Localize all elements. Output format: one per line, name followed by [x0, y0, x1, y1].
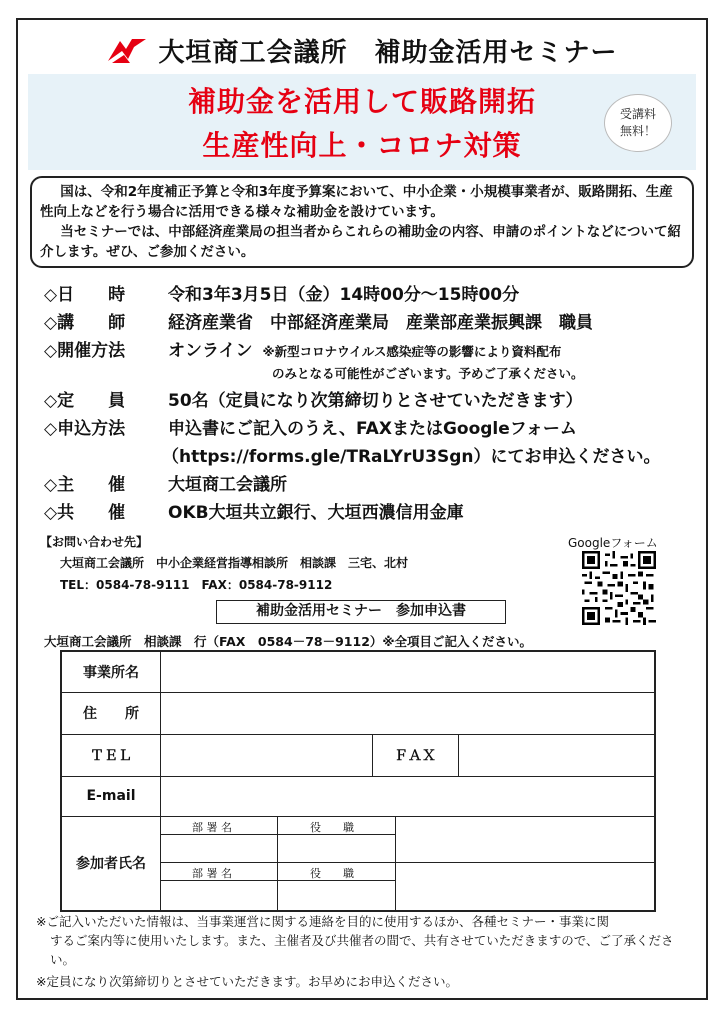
apply-label: ◇申込方法: [44, 419, 126, 439]
headline-line-2: 生産性向上・コロナ対策: [202, 129, 522, 162]
event-details: [44, 280, 694, 526]
lecturer-value: 経済産業省 中部経済産業局 産業部産業振興課 職員: [168, 313, 593, 333]
capacity-label: ◇定 員: [44, 391, 126, 411]
method-label: ◇開催方法: [44, 341, 126, 361]
date-label: ◇日 時: [44, 285, 126, 305]
intro-paragraph-1: 国は、令和2年度補正予算と令和3年度予算案において、中小企業・小規模事業者が、販路開拓、生産性向上などを行う場合に活用できる様々な補助金を設けています。: [40, 184, 673, 220]
method-note-1: ※新型コロナウイルス感染症等の影響により資料配布: [262, 344, 562, 359]
position-label-2: 役 職: [310, 867, 354, 880]
headline-line-1: 補助金を活用して販路開拓: [187, 85, 536, 118]
chamber-logo-icon: [106, 35, 148, 65]
email-field[interactable]: [161, 777, 654, 816]
tel-field[interactable]: [161, 735, 372, 776]
free-badge-line-2: 無料！: [619, 124, 656, 138]
application-subtitle: 大垣商工会議所 相談課 行（FAX 0584－78－9112）※全項目ご記入ください。: [44, 634, 533, 649]
fax-label: ＦＡＸ: [394, 748, 436, 764]
attendee-name-field-1[interactable]: [396, 817, 654, 862]
address-label: 住 所: [83, 706, 139, 722]
position-field-1[interactable]: [278, 835, 395, 862]
method-value: オンライン: [168, 341, 253, 361]
qr-code-icon[interactable]: [582, 551, 656, 625]
apply-value: 申込書にご記入のうえ、FAXまたはGoogleフォーム: [168, 419, 577, 439]
detail-lecturer: [44, 308, 694, 336]
detail-date: [44, 280, 694, 308]
contact-line-2: TEL：0584-78-9111 FAX：0584-78-9112: [60, 578, 333, 592]
company-name-field[interactable]: [161, 652, 654, 692]
position-field-2[interactable]: [278, 881, 395, 910]
page-title: 大垣商工会議所 補助金活用セミナー: [158, 37, 618, 68]
company-name-label: 事業所名: [83, 665, 139, 681]
privacy-note-line-2: するご案内等に使用いたします。また、主催者及び共催者の間で、共有させていただきますので、ご了承ください。: [50, 933, 674, 967]
intro-paragraph-2: 当セミナーでは、中部経済産業局の担当者からこれらの補助金の内容、申請のポイントなどについて紹介します。ぜひ、ご参加ください。: [40, 224, 681, 260]
position-label-1: 役 職: [310, 821, 354, 834]
free-badge: [604, 94, 672, 152]
contact-line-1: 大垣商工会議所 中小企業経営指導相談所 相談課 三宅、北村: [60, 556, 409, 570]
privacy-note-line-1: ※ご記入いただいた情報は、当事業運営に関する連絡を目的に使用するほか、各種セミナー・事業に関: [36, 914, 609, 929]
detail-method: [44, 336, 694, 364]
privacy-note: [36, 912, 692, 969]
department-label-1: 部 署 名: [192, 821, 232, 834]
fax-field[interactable]: [459, 735, 654, 776]
address-field[interactable]: [161, 693, 654, 734]
cohost-label: ◇共 催: [44, 503, 126, 523]
apply-url[interactable]: （https://forms.gle/TRaLYrU3Sgn）にてお申込ください。: [162, 447, 661, 467]
detail-apply: [44, 414, 694, 442]
attendee-name-field-2[interactable]: [396, 863, 654, 910]
title-row: [30, 30, 694, 70]
contact-heading: 【お問い合わせ先】: [40, 535, 149, 549]
department-field-2[interactable]: [161, 881, 277, 910]
method-note-2: のみとなる可能性がございます。予めご了承ください。: [272, 366, 584, 381]
deadline-note: ※定員になり次第締切りとさせていただきます。お早めにお申込ください。: [36, 974, 458, 989]
detail-host: [44, 470, 694, 498]
detail-capacity: [44, 386, 694, 414]
date-value: 令和3年3月5日（金）14時00分～15時00分: [168, 285, 520, 305]
application-form: [60, 650, 656, 912]
department-label-2: 部 署 名: [192, 867, 232, 880]
host-label: ◇主 催: [44, 475, 126, 495]
attendee-name-label: 参加者氏名: [76, 856, 146, 872]
application-title: 補助金活用セミナー 参加申込書: [216, 600, 506, 624]
email-label: E-mail: [86, 788, 136, 804]
lecturer-label: ◇講 師: [44, 313, 126, 333]
detail-cohost: [44, 498, 694, 526]
host-value: 大垣商工会議所: [168, 475, 287, 495]
headline-banner: [28, 74, 696, 170]
cohost-value: OKB大垣共立銀行、大垣西濃信用金庫: [168, 503, 464, 523]
free-badge-line-1: 受講料: [619, 107, 656, 121]
tel-label: ＴＥＬ: [90, 748, 132, 764]
intro-box: [30, 176, 694, 268]
department-field-1[interactable]: [161, 835, 277, 862]
qr-label: Googleフォーム: [568, 536, 658, 550]
capacity-value: 50名（定員になり次第締切りとさせていただきます）: [168, 391, 583, 411]
